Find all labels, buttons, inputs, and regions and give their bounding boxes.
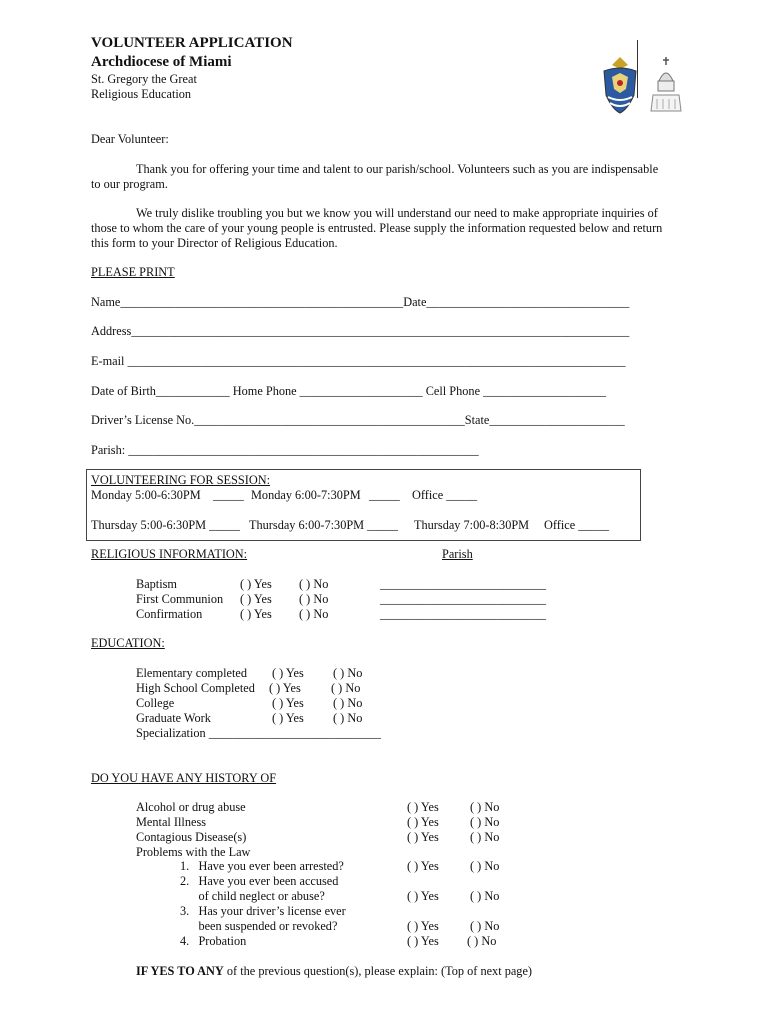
history-no[interactable]: ( ) No [467,934,497,948]
address-field[interactable]: Address_________________________________________________________________________________ [91,324,630,338]
history-label: Contagious Disease(s) [136,830,247,844]
dob-phone-field[interactable]: Date of Birth____________ Home Phone ____________________ Cell Phone ____________________ [91,384,607,398]
session-monday-late: Monday 6:00-7:30PM [251,488,361,502]
paragraph-2-line-2: those to whom the care of your young people is entrusted. Please supply the information requested below and return [91,221,663,235]
session-thursday-mid[interactable]: Thursday 6:00-7:30PM _____ [249,518,398,532]
session-monday-late-blank[interactable]: _____ [369,488,400,502]
education-heading: EDUCATION: [91,636,165,650]
education-no[interactable]: ( ) No [331,681,361,695]
greeting: Dear Volunteer: [91,132,169,146]
name-date-field[interactable]: Name______________________________________________Date_________________________________ [91,295,630,309]
religious-yes[interactable]: ( ) Yes [240,592,272,606]
history-yes[interactable]: ( ) Yes [407,889,439,903]
history-yes[interactable]: ( ) Yes [407,830,439,844]
history-label: Problems with the Law [136,845,251,859]
session-thursday-late[interactable]: Thursday 7:00-8:30PM [414,518,530,532]
program-name: Religious Education [91,87,192,101]
explain-bold: IF YES TO ANY [136,964,224,978]
church-logo [643,40,679,100]
history-label: Alcohol or drug abuse [136,800,246,814]
session-office-1[interactable]: Office _____ [412,488,477,502]
paragraph-2-line-3: this form to your Director of Religious Education. [91,236,338,250]
religious-label: First Communion [136,592,224,606]
education-yes[interactable]: ( ) Yes [272,711,304,725]
religious-label: Confirmation [136,607,203,621]
education-label: College [136,696,175,710]
session-monday-early: Monday 5:00-6:30PM [91,488,201,502]
education-label: Graduate Work [136,711,211,725]
coat-of-arms-logo [592,40,636,100]
explain-rest: of the previous question(s), please explain: (Top of next page) [223,964,533,978]
education-label: Elementary completed [136,666,247,680]
parish-name: St. Gregory the Great [91,72,197,86]
religious-no[interactable]: ( ) No [299,577,329,591]
history-yes[interactable]: ( ) Yes [407,934,439,948]
session-heading: VOLUNTEERING FOR SESSION: [91,473,270,487]
education-no[interactable]: ( ) No [333,711,363,725]
history-label: Mental Illness [136,815,207,829]
history-heading: DO YOU HAVE ANY HISTORY OF [91,771,277,785]
form-title: VOLUNTEER APPLICATION [91,35,293,51]
history-yes[interactable]: ( ) Yes [407,800,439,814]
education-yes[interactable]: ( ) Yes [269,681,301,695]
drivers-license-field[interactable]: Driver’s License No.____________________________________________State______________________ [91,413,625,427]
religious-parish-line[interactable]: ___________________________ [380,607,547,621]
education-yes[interactable]: ( ) Yes [272,696,304,710]
religious-yes[interactable]: ( ) Yes [240,577,272,591]
history-yes[interactable]: ( ) Yes [407,815,439,829]
specialization-field[interactable]: Specialization ____________________________ [136,726,381,740]
session-office-2[interactable]: Office _____ [544,518,609,532]
history-yes[interactable]: ( ) Yes [407,859,439,873]
history-label: 3. Has your driver’s license ever [180,904,346,918]
history-label: 2. Have you ever been accused [180,874,339,888]
history-label: 1. Have you ever been arrested? [180,859,344,873]
session-thursday-early[interactable]: Thursday 5:00-6:30PM _____ [91,518,240,532]
history-no[interactable]: ( ) No [470,830,500,844]
education-no[interactable]: ( ) No [333,696,363,710]
religious-no[interactable]: ( ) No [299,607,329,621]
email-field[interactable]: E-mail _________________________________________________________________________________ [91,354,626,368]
history-label: been suspended or revoked? [180,919,338,933]
education-label: High School Completed [136,681,255,695]
parish-column-heading: Parish [442,547,473,561]
form-subtitle: Archdiocese of Miami [91,54,232,70]
education-no[interactable]: ( ) No [333,666,363,680]
paragraph-1-line-2: to our program. [91,177,168,191]
paragraph-1-line-1: Thank you for offering your time and talent to our parish/school. Volunteers such as you are indispensable [136,162,659,176]
parish-field[interactable]: Parish: _________________________________________________________ [91,443,479,457]
history-label: of child neglect or abuse? [180,889,325,903]
religious-no[interactable]: ( ) No [299,592,329,606]
history-no[interactable]: ( ) No [470,800,500,814]
history-no[interactable]: ( ) No [470,815,500,829]
explain-instruction [136,964,532,979]
please-print-label: PLEASE PRINT [91,265,175,279]
history-no[interactable]: ( ) No [470,919,500,933]
religious-heading: RELIGIOUS INFORMATION: [91,547,248,561]
logo-divider [637,40,638,98]
religious-parish-line[interactable]: ___________________________ [380,592,547,606]
history-label: 4. Probation [180,934,247,948]
education-yes[interactable]: ( ) Yes [272,666,304,680]
paragraph-2-line-1: We truly dislike troubling you but we know you will understand our need to make appropriate inquiries of [136,206,658,220]
history-no[interactable]: ( ) No [470,859,500,873]
session-monday-early-blank[interactable]: _____ [213,488,244,502]
religious-label: Baptism [136,577,177,591]
religious-yes[interactable]: ( ) Yes [240,607,272,621]
history-no[interactable]: ( ) No [470,889,500,903]
history-yes[interactable]: ( ) Yes [407,919,439,933]
religious-parish-line[interactable]: ___________________________ [380,577,547,591]
